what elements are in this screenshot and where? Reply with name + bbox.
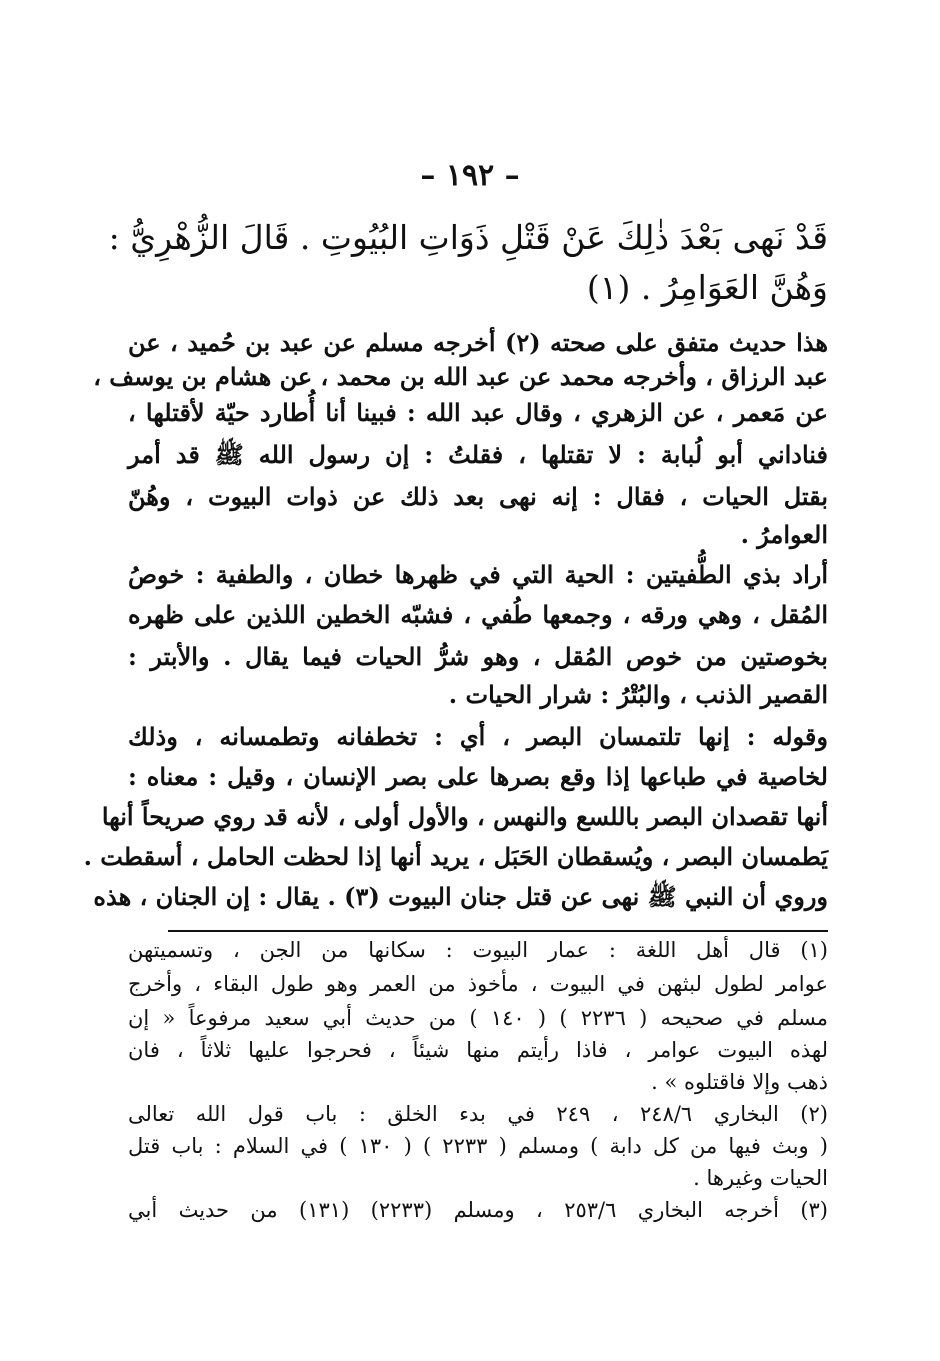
commentary-line: عن مَعمر ، عن الزهري ، وقال عبد الله : فبينا أنا أُطارد حيّة لأقتلها ، (128, 398, 828, 427)
footnote-divider (168, 930, 828, 932)
commentary-line: لخاصية في طباعها إذا وقع بصرها على بصر الإنسان ، وقيل : معناه : (128, 762, 828, 791)
verse-line: قَدْ نَهى بَعْدَ ذٰلِكَ عَنْ قَتْلِ ذَوَاتِ البُيُوتِ . قَالَ الزُّهْرِيُّ : (108, 218, 828, 257)
footnote-line: عوامر لطول لبثهن في البيوت ، مأخوذ من العمر وهو طول البقاء ، وأخرج (128, 972, 828, 996)
footnote-line: ذهب وإلا فاقتلوه » . (651, 1070, 828, 1094)
footnote-line: (١) قال أهل اللغة : عمار البيوت : سكانها من الجن ، وتسميتهن (128, 938, 828, 962)
commentary-line: وقوله : إنها تلتمسان البصر ، أي : تخطفانه وتطمسانه ، وذلك (128, 722, 828, 751)
commentary-line: بقتل الحيات ، فقال : إنه نهى بعد ذلك عن ذوات البيوت ، وهُنّ (128, 482, 828, 511)
commentary-line: هذا حديث متفق على صحته (٢) أخرجه مسلم عن عبد بن حُميد ، عن (128, 328, 828, 357)
commentary-line: المُقل ، وهي ورقه ، وجمعها طُفي ، فشبّه الخطين اللذين على ظهره (128, 600, 828, 629)
footnote-line: مسلم في صحيحه ( ٢٢٣٦ ) ( ١٤٠ ) من حديث أبي سعيد مرفوعاً « إن (128, 1006, 828, 1030)
commentary-line: عبد الرزاق ، وأخرجه محمد عن عبد الله بن محمد ، عن هشام بن يوسف ، (93, 362, 828, 391)
commentary-line: بخوصتين من خوص المُقل ، وهو شرُّ الحيات فيما يقال . والأبتر : (128, 642, 828, 671)
commentary-line: العوامرُ . (740, 520, 828, 549)
commentary-line: القصير الذنب ، والبُتْرُ : شرار الحيات . (448, 680, 828, 709)
commentary-line: أراد بذي الطُّفيتين : الحية التي في ظهرها خطان ، والطفية : خوصُ (128, 560, 828, 589)
footnote-line: ( وبث فيها من كل دابة ) ومسلم ( ٢٢٣٣ ) ( ١٣٠ ) في السلام : باب قتل (128, 1134, 828, 1158)
footnote-line: (٢) البخاري ٢٤٨/٦ ، ٢٤٩ في بدء الخلق : باب قول الله تعالى (128, 1102, 828, 1126)
commentary-line: وروي أن النبي ﷺ نهى عن قتل جنان البيوت (٣) . يقال : إن الجنان ، هذه (93, 882, 828, 911)
footnote-line: لهذه البيوت عوامر ، فاذا رأيتم منها شيئاً ، فحرجوا عليها ثلاثاً ، فان (128, 1038, 828, 1062)
footnote-line: (٣) أخرجه البخاري ٢٥٣/٦ ، ومسلم (٢٢٣٣) (١٣١) من حديث أبي (128, 1198, 828, 1222)
commentary-line: فناداني أبو لُبابة : لا تقتلها ، فقلتُ : إن رسول الله ﷺ قد أمر (128, 440, 829, 469)
commentary-line: يَطمسان البصر ، ويُسقطان الحَبَل ، يريد أنها إذا لحظت الحامل ، أسقطت . (83, 842, 828, 871)
commentary-line: أنها تقصدان البصر باللسع والنهس ، والأول أولى ، لأنه قد روي صريحاً أنها (101, 802, 828, 831)
verse-line: وَهُنَّ العَوَامِرُ . (١) (586, 268, 828, 307)
footnote-line: الحيات وغيرها . (693, 1166, 828, 1190)
page-number: – ١٩٢ – (420, 158, 520, 193)
